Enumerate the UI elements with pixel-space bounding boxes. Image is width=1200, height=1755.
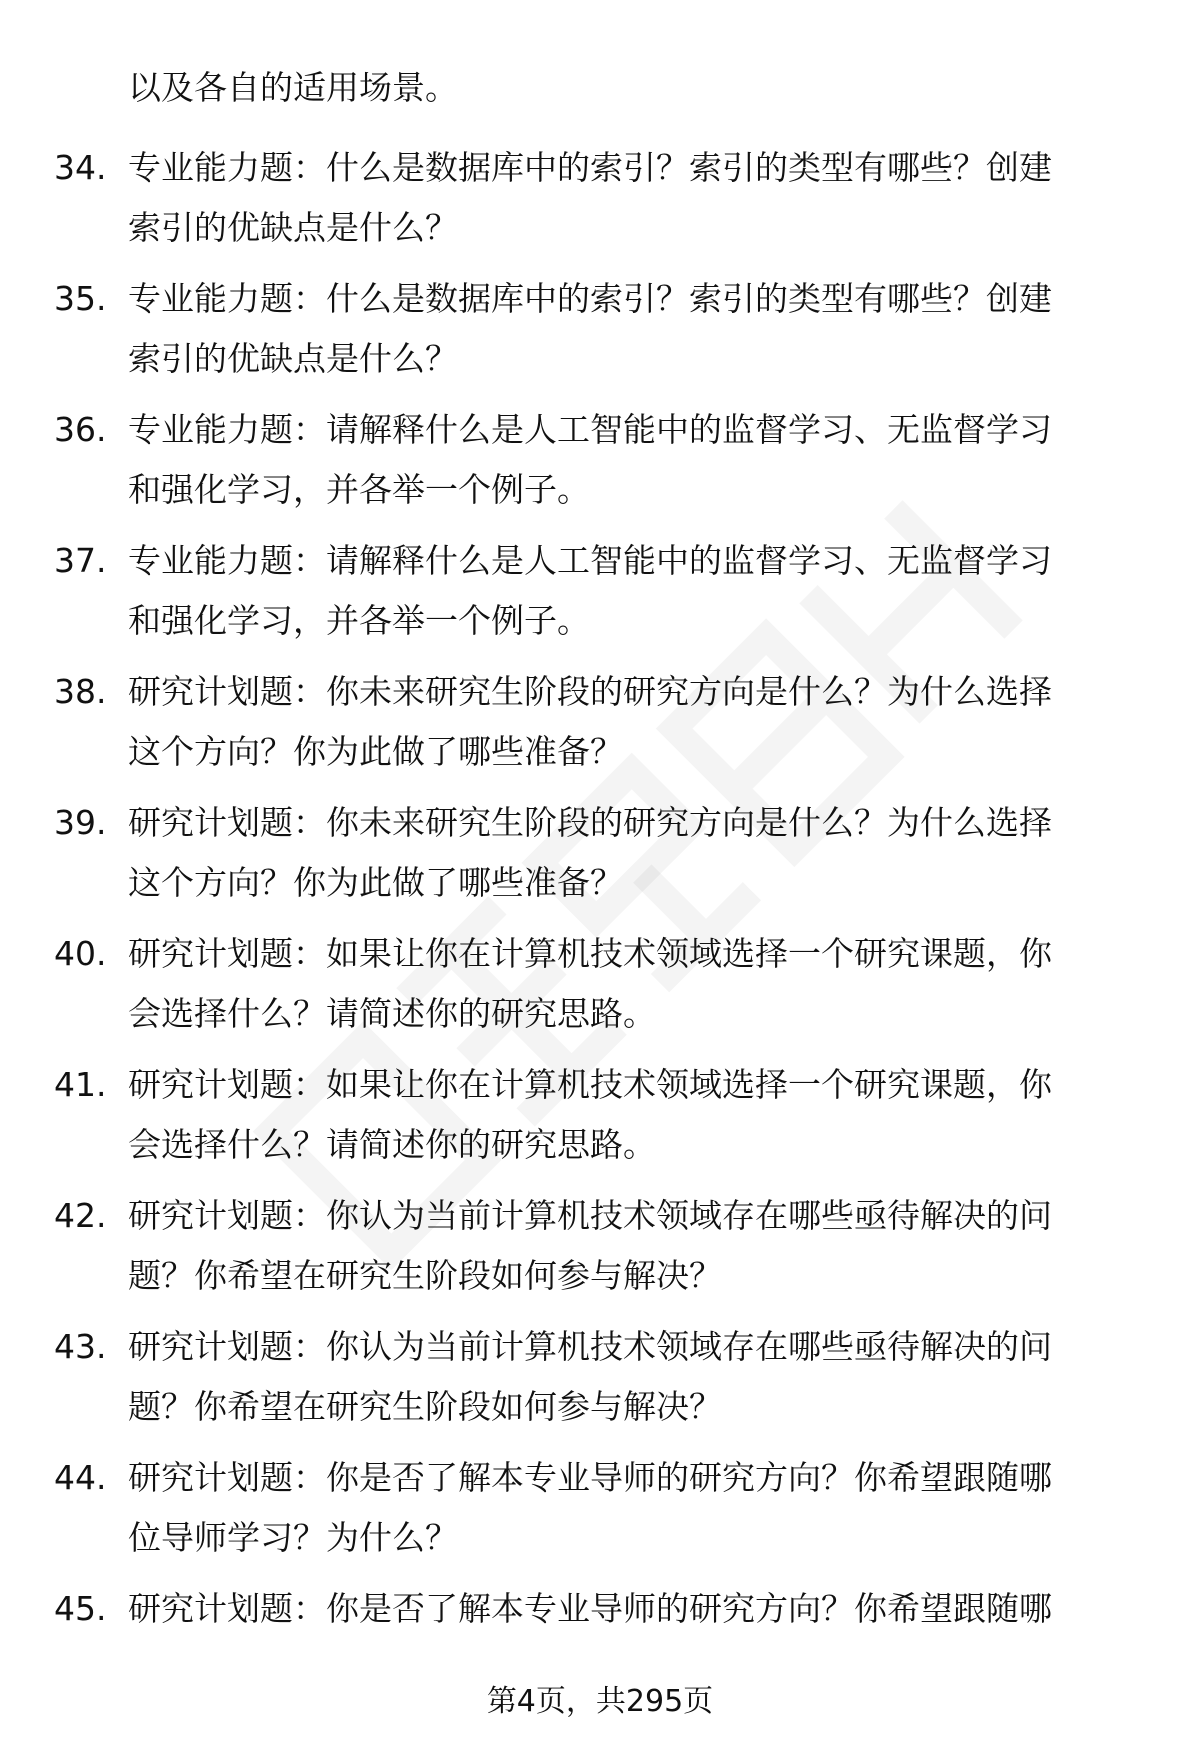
question-list (0, 138, 1200, 1710)
question-item (0, 924, 1200, 1055)
question-text-line-2: 题？你希望在研究生阶段如何参与解决？ (128, 1256, 722, 1295)
question-item (0, 1317, 1200, 1448)
question-number: 44. (54, 1458, 107, 1497)
question-text-line-1: 专业能力题：请解释什么是人工智能中的监督学习、无监督学习 (128, 410, 1052, 449)
question-text-line-1: 研究计划题：你认为当前计算机技术领域存在哪些亟待解决的问 (128, 1327, 1052, 1366)
question-text-line-1: 研究计划题：如果让你在计算机技术领域选择一个研究课题，你 (128, 1065, 1052, 1104)
question-text-line-1: 研究计划题：如果让你在计算机技术领域选择一个研究课题，你 (128, 934, 1052, 973)
question-text-line-2: 题？你希望在研究生阶段如何参与解决？ (128, 1387, 722, 1426)
question-number: 45. (54, 1589, 107, 1628)
question-text-line-2: 位导师学习？为什么？ (128, 1518, 458, 1557)
question-item (0, 400, 1200, 531)
question-number: 42. (54, 1196, 107, 1235)
question-text-line-1: 研究计划题：你是否了解本专业导师的研究方向？你希望跟随哪 (128, 1458, 1052, 1497)
question-text-line-1: 专业能力题：什么是数据库中的索引？索引的类型有哪些？创建 (128, 148, 1052, 187)
question-item (0, 1448, 1200, 1579)
question-text-line-1: 研究计划题：你未来研究生阶段的研究方向是什么？为什么选择 (128, 672, 1052, 711)
question-text-line-1: 专业能力题：什么是数据库中的索引？索引的类型有哪些？创建 (128, 279, 1052, 318)
question-item (0, 1186, 1200, 1317)
question-text-line-2: 会选择什么？请简述你的研究思路。 (128, 1125, 656, 1164)
question-item (0, 531, 1200, 662)
question-text-line-1: 专业能力题：请解释什么是人工智能中的监督学习、无监督学习 (128, 541, 1052, 580)
question-item (0, 138, 1200, 269)
page-footer: 第4页，共295页 (486, 1684, 714, 1719)
question-text-line-2: 这个方向？你为此做了哪些准备？ (128, 863, 623, 902)
question-number: 34. (54, 148, 107, 187)
question-text-line-2: 和强化学习，并各举一个例子。 (128, 601, 590, 640)
question-number: 35. (54, 279, 107, 318)
question-number: 43. (54, 1327, 107, 1366)
question-text-line-2: 索引的优缺点是什么？ (128, 208, 458, 247)
question-text-line-2: 和强化学习，并各举一个例子。 (128, 470, 590, 509)
question-number: 38. (54, 672, 107, 711)
question-number: 41. (54, 1065, 107, 1104)
question-text-line-1: 研究计划题：你未来研究生阶段的研究方向是什么？为什么选择 (128, 803, 1052, 842)
question-item (0, 793, 1200, 924)
question-text-line-2: 这个方向？你为此做了哪些准备？ (128, 732, 623, 771)
question-number: 37. (54, 541, 107, 580)
question-item (0, 269, 1200, 400)
question-number: 40. (54, 934, 107, 973)
question-text-line-1: 研究计划题：你是否了解本专业导师的研究方向？你希望跟随哪 (128, 1589, 1052, 1628)
question-item (0, 1055, 1200, 1186)
continuation-text: 以及各自的适用场景。 (128, 68, 458, 107)
question-item (0, 662, 1200, 793)
question-text-line-2: 会选择什么？请简述你的研究思路。 (128, 994, 656, 1033)
question-number: 39. (54, 803, 107, 842)
question-number: 36. (54, 410, 107, 449)
question-text-line-2: 索引的优缺点是什么？ (128, 339, 458, 378)
question-text-line-1: 研究计划题：你认为当前计算机技术领域存在哪些亟待解决的问 (128, 1196, 1052, 1235)
